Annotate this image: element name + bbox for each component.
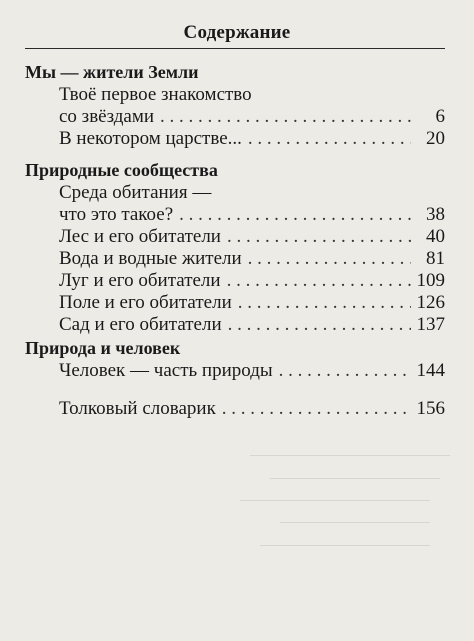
- toc-entry[interactable]: [59, 128, 445, 150]
- toc-entry-glossary[interactable]: [59, 398, 445, 420]
- dot-leader: [160, 106, 411, 128]
- entry-title: Сад и его обитатели: [59, 314, 222, 335]
- toc-entry[interactable]: [59, 248, 445, 270]
- page-number: 20: [426, 128, 445, 149]
- toc-entry[interactable]: [59, 292, 445, 314]
- bleed-through-line: [280, 522, 430, 523]
- toc-entry[interactable]: [59, 226, 445, 248]
- entry-title: Человек — часть природы: [59, 360, 273, 381]
- section-heading-1: Мы — жители Земли: [25, 62, 199, 82]
- toc-entry[interactable]: [59, 204, 445, 226]
- dot-leader: [222, 398, 411, 420]
- page-title: Содержание: [183, 22, 291, 43]
- section-heading-3: Природа и человек: [25, 338, 181, 358]
- dot-leader: [248, 248, 411, 270]
- page-number: 144: [416, 360, 445, 381]
- dot-leader: [179, 204, 411, 226]
- entry-line-first: Среда обитания —: [59, 182, 212, 203]
- dot-leader: [248, 128, 411, 150]
- entry-title: Толковый словарик: [59, 398, 216, 419]
- toc-entry[interactable]: [59, 360, 445, 382]
- toc-entry[interactable]: [59, 314, 445, 336]
- toc-entry[interactable]: [59, 106, 445, 128]
- entry-title: Поле и его обитатели: [59, 292, 232, 313]
- bleed-through-line: [270, 478, 440, 479]
- entry-title: В некотором царстве...: [59, 128, 242, 149]
- dot-leader: [227, 226, 411, 248]
- page-number: 81: [426, 248, 445, 269]
- page-number: 156: [416, 398, 445, 419]
- dot-leader: [279, 360, 411, 382]
- dot-leader: [238, 292, 411, 314]
- entry-line-first: Твоё первое знакомство: [59, 84, 252, 105]
- section-heading-2: Природные сообщества: [25, 160, 218, 180]
- entry-title: Луг и его обитатели: [59, 270, 221, 291]
- page-number: 38: [426, 204, 445, 225]
- page-number: 137: [416, 314, 445, 335]
- bleed-through-line: [260, 545, 430, 546]
- entry-title: что это такое?: [59, 204, 174, 225]
- bleed-through-line: [240, 500, 430, 501]
- dot-leader: [227, 270, 411, 292]
- dot-leader: [228, 314, 411, 336]
- entry-title: Лес и его обитатели: [59, 226, 221, 247]
- entry-title: со звёздами: [59, 106, 155, 127]
- bleed-through-line: [250, 455, 450, 456]
- title-divider: [25, 48, 445, 49]
- toc-entry[interactable]: [59, 270, 445, 292]
- page-number: 126: [416, 292, 445, 313]
- entry-title: Вода и водные жители: [59, 248, 242, 269]
- page-number: 6: [435, 106, 445, 127]
- page-number: 109: [416, 270, 445, 291]
- page-number: 40: [426, 226, 445, 247]
